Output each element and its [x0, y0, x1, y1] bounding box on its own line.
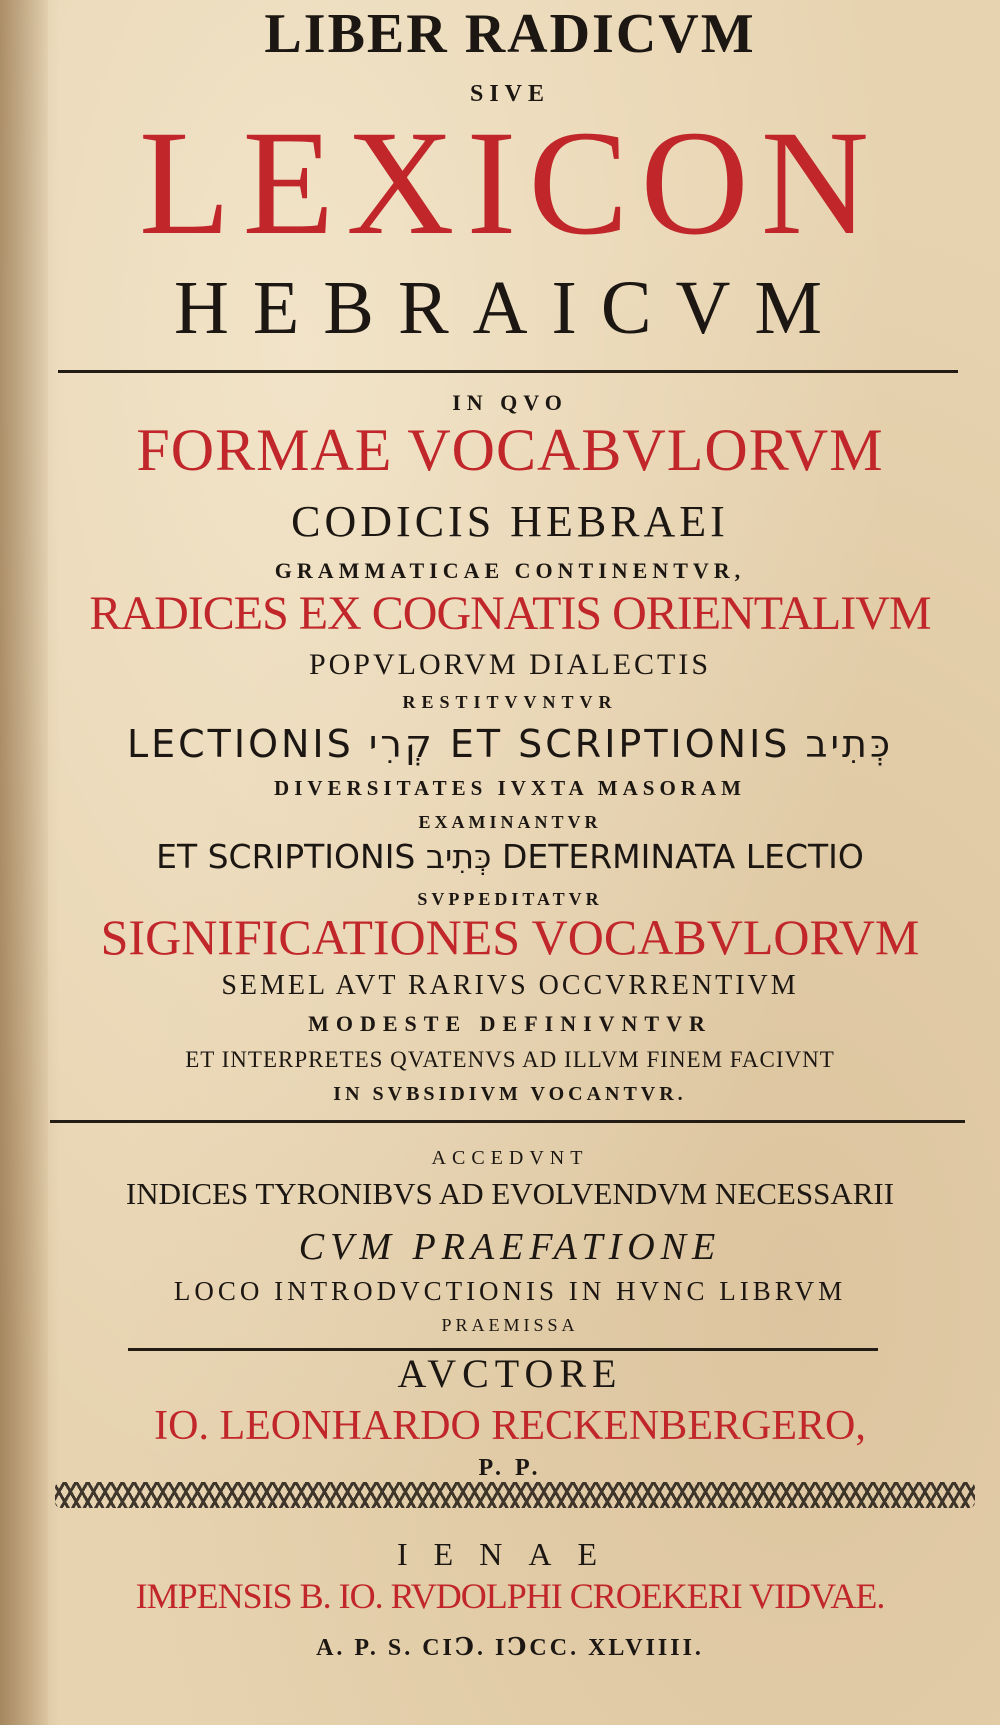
- top-rule: [58, 370, 958, 373]
- subtitle-in-quo: IN QVO: [452, 390, 568, 415]
- subtitle-radices: RADICES EX COGNATIS ORIENTALIVM: [89, 587, 931, 640]
- subtitle-diversitates: DIVERSITATES IVXTA MASORAM: [274, 776, 746, 800]
- imprint-date: A. P. S. CIↃ. IↃCC. XLVIIII.: [316, 1635, 704, 1661]
- subtitle-semel: SEMEL AVT RARIVS OCCVRRENTIVM: [221, 970, 799, 1001]
- subtitle-restituuntur: RESTITVVNTVR: [402, 692, 618, 712]
- subtitle-interpretes: ET INTERPRETES QVATENVS AD ILLVM FINEM FACIVNT: [185, 1047, 835, 1072]
- subtitle-in-subsidium: IN SVBSIDIVM VOCANTVR.: [333, 1083, 687, 1105]
- subtitle-suppeditatur: SVPPEDITATVR: [417, 889, 603, 909]
- accedunt-line: ACCEDVNT: [431, 1147, 589, 1169]
- auctore-line: AVCTORE: [397, 1351, 623, 1396]
- subtitle-populorum: POPVLORVM DIALECTIS: [308, 648, 712, 681]
- title-line-liber-radicum: LIBER RADICVM: [264, 3, 756, 65]
- author-name: IO. LEONHARDO RECKENBERGERO,: [154, 1403, 866, 1449]
- imprint-publisher: IMPENSIS B. IO. RVDOLPHI CROEKERI VIDVAE.: [135, 1576, 885, 1616]
- subtitle-significationes: SIGNIFICATIONES VOCABVLORVM: [100, 909, 920, 965]
- subtitle-et-scriptionis: ET SCRIPTIONIS כְּתִיב DETERMINATA LECTIO: [156, 837, 864, 876]
- title-line-sive: SIVE: [469, 81, 551, 107]
- author-title: P. P.: [478, 1455, 542, 1481]
- middle-rule: [50, 1120, 965, 1123]
- subtitle-grammaticae: GRAMMATICAE CONTINENTVR,: [274, 558, 746, 583]
- praemissa-line: PRAEMISSA: [441, 1315, 579, 1335]
- imprint-place: IENAE: [397, 1536, 623, 1572]
- subtitle-examinantur: EXAMINANTVR: [418, 812, 602, 832]
- subtitle-lectionis: LECTIONIS קְרִי ET SCRIPTIONIS כְּתִיב: [126, 722, 894, 766]
- title-line-lexicon: LEXICON: [138, 100, 882, 266]
- indices-line: INDICES TYRONIBVS AD EVOLVENDVM NECESSARII: [125, 1176, 895, 1211]
- subtitle-modeste: MODESTE DEFINIVNTVR: [308, 1011, 712, 1036]
- loco-introductionis-line: LOCO INTRODVCTIONIS IN HVNC LIBRVM: [173, 1276, 847, 1306]
- subtitle-formae-vocabulorum: FORMAE VOCABVLORVM: [136, 417, 884, 483]
- ornament-band: [55, 1482, 975, 1508]
- title-line-hebraicum: HEBRAICVM: [173, 266, 847, 350]
- praefatione-line: CVM PRAEFATIONE: [298, 1226, 722, 1268]
- subtitle-codicis-hebraei: CODICIS HEBRAEI: [291, 497, 729, 546]
